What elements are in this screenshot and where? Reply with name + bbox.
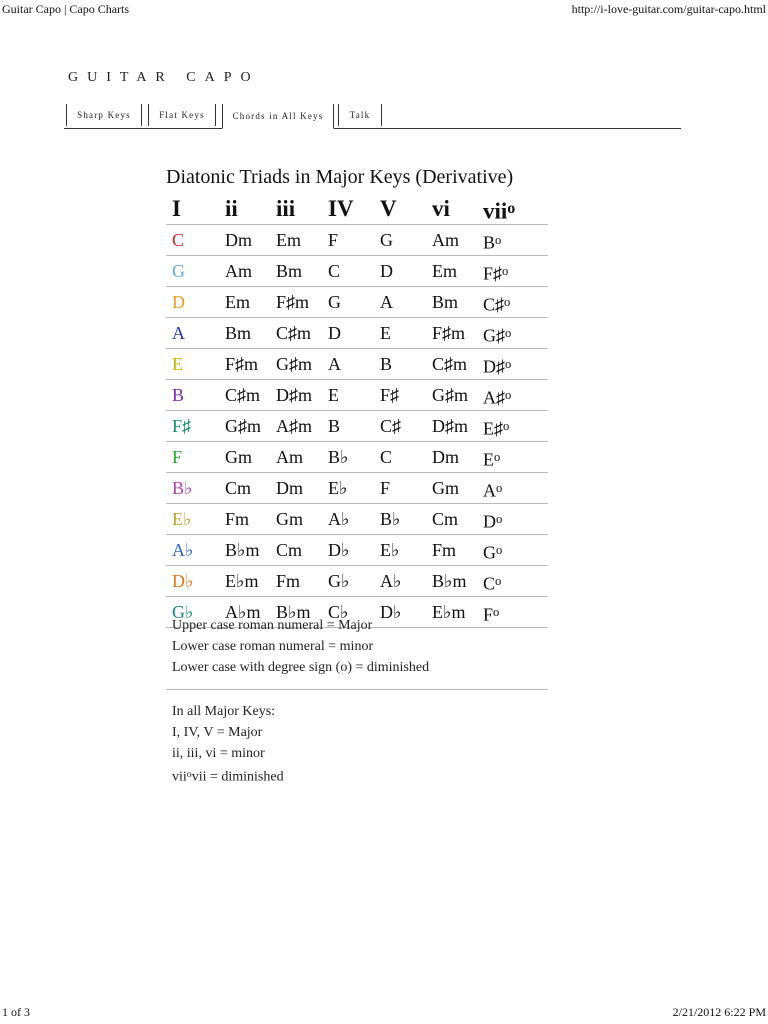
chord-cell: A♭ xyxy=(380,571,402,591)
header-cell: iii xyxy=(276,196,296,221)
summary-line: vii$^o$vii = diminished xyxy=(172,769,284,785)
key-cell: E♭ xyxy=(172,509,192,529)
chord-root: E xyxy=(483,449,494,470)
chord-cell: G♯m xyxy=(432,385,468,405)
key-cell: C xyxy=(172,230,185,250)
degree-sign: o xyxy=(186,769,192,780)
chord-root: A xyxy=(483,480,496,501)
key-row xyxy=(166,318,548,349)
chord-cell: Em xyxy=(225,292,250,312)
degree-sign: o xyxy=(495,574,502,588)
chord-cell xyxy=(483,287,510,319)
chord-cell xyxy=(483,411,509,443)
legend-line: Lower case with degree sign (o) = diminished xyxy=(172,660,430,675)
chord-cell: Am xyxy=(276,447,303,467)
degree-sign: o xyxy=(494,450,501,464)
key-row xyxy=(166,504,548,535)
chord-cell: E♭ xyxy=(380,540,400,560)
chord-cell: B♭ xyxy=(380,509,401,529)
chord-cell: C♯m xyxy=(432,354,468,374)
chord-cell: Fm xyxy=(276,571,301,591)
header-row xyxy=(166,194,548,225)
chord-root: E♯ xyxy=(483,418,503,439)
chord-cell xyxy=(483,597,499,629)
chord-cell: A♭ xyxy=(328,509,350,529)
degree-sign: o xyxy=(505,357,512,371)
key-cell: F♯ xyxy=(172,416,192,436)
triads-chart xyxy=(166,160,548,628)
key-row xyxy=(166,256,548,287)
chord-cell: Dm xyxy=(276,478,303,498)
chart-title: Diatonic Triads in Major Keys (Derivative) xyxy=(166,166,514,188)
chord-cell xyxy=(483,566,501,598)
chord-cell: Gm xyxy=(276,509,303,529)
chord-cell: E♭m xyxy=(225,571,259,591)
chord-cell: C♭ xyxy=(328,602,349,622)
chord-root: D xyxy=(483,511,496,532)
legend xyxy=(172,615,429,678)
key-cell: B xyxy=(172,385,185,405)
chord-cell: C♯m xyxy=(225,385,261,405)
header-cell: V xyxy=(380,196,397,221)
chord-cell: Am xyxy=(432,230,459,250)
legend-line: Upper case roman numeral = Major xyxy=(172,618,373,633)
chord-cell: E♭ xyxy=(328,478,348,498)
tab-talk[interactable]: Talk xyxy=(338,104,382,126)
degree-sign: o xyxy=(503,419,510,433)
chord-cell: G xyxy=(380,230,393,250)
key-row xyxy=(166,349,548,380)
chord-root: G♯ xyxy=(483,325,505,346)
chord-cell: C♯m xyxy=(276,323,312,343)
nav-tabs xyxy=(64,104,681,129)
print-footer-page: 1 of 3 xyxy=(2,1005,30,1019)
degree-sign: o xyxy=(504,295,511,309)
chord-cell xyxy=(483,225,501,257)
chord-rows xyxy=(166,225,548,628)
chord-cell: Dm xyxy=(432,447,459,467)
degree-sign: o xyxy=(507,200,516,217)
chord-cell xyxy=(483,535,502,567)
key-row xyxy=(166,411,548,442)
key-row xyxy=(166,225,548,256)
chord-cell xyxy=(483,380,511,412)
key-cell: G xyxy=(172,261,185,281)
key-cell: G♭ xyxy=(172,602,194,622)
site-title: GUITAR CAPO xyxy=(68,70,260,85)
key-row xyxy=(166,442,548,473)
key-cell: E xyxy=(172,354,183,374)
chord-cell xyxy=(483,504,502,536)
chord-root: F xyxy=(483,604,494,625)
tab-sharp-keys[interactable]: Sharp Keys xyxy=(66,104,142,126)
degree-sign: o xyxy=(496,481,503,495)
chord-cell: Dm xyxy=(225,230,252,250)
chord-cell: Em xyxy=(276,230,301,250)
chord-cell: D♭ xyxy=(328,540,350,560)
chord-cell: F♯m xyxy=(276,292,310,312)
chord-cell: B♭m xyxy=(432,571,467,591)
key-cell: A xyxy=(172,323,185,343)
key-row xyxy=(166,380,548,411)
key-cell: D xyxy=(172,292,185,312)
chord-cell: A xyxy=(328,354,341,374)
chord-cell: Cm xyxy=(276,540,303,560)
chord-cell xyxy=(483,442,500,474)
degree-sign: o xyxy=(505,326,512,340)
degree-sign: o xyxy=(495,233,502,247)
degree-sign: o xyxy=(505,388,512,402)
chord-cell: E xyxy=(380,323,391,343)
chord-root: G xyxy=(483,542,496,563)
chord-cell: B♭m xyxy=(225,540,260,560)
chord-cell: F xyxy=(328,230,339,250)
chord-root: C♯ xyxy=(483,294,505,315)
chord-cell: F♯ xyxy=(380,385,400,405)
chord-cell: E♭m xyxy=(432,602,466,622)
chord-cell xyxy=(483,349,511,381)
chord-cell: D♯m xyxy=(432,416,468,436)
header-vii-label: vii xyxy=(483,198,508,224)
header-cell-vii xyxy=(483,194,515,227)
chord-cell: D xyxy=(380,261,393,281)
tab-flat-keys[interactable]: Flat Keys xyxy=(148,104,216,126)
chord-cell: Bm xyxy=(276,261,303,281)
chord-cell: Gm xyxy=(225,447,252,467)
chord-cell: B xyxy=(380,354,393,374)
summary-vii-text: vii = diminished xyxy=(191,769,284,785)
chord-cell: B♭m xyxy=(276,602,311,622)
key-cell: B♭ xyxy=(172,478,193,498)
header-cell: vi xyxy=(432,196,450,221)
chord-cell xyxy=(483,318,511,350)
divider xyxy=(166,689,548,690)
chord-cell: E xyxy=(328,385,339,405)
chord-cell: G xyxy=(328,292,341,312)
print-footer-date: 2/21/2012 6:22 PM xyxy=(672,1005,766,1019)
chord-cell: D♭ xyxy=(380,602,402,622)
summary-line: ii, iii, vi = minor xyxy=(172,746,265,761)
chord-cell: D xyxy=(328,323,341,343)
key-row xyxy=(166,535,548,566)
chord-cell: Bm xyxy=(225,323,252,343)
chord-cell: Cm xyxy=(432,509,459,529)
chord-cell: Fm xyxy=(432,540,457,560)
summary xyxy=(172,701,284,787)
chord-cell: A xyxy=(380,292,393,312)
chord-root: C xyxy=(483,573,496,594)
chord-cell: G♯m xyxy=(225,416,261,436)
chord-cell: Cm xyxy=(225,478,252,498)
chord-cell: G♭ xyxy=(328,571,350,591)
summary-line: I, IV, V = Major xyxy=(172,725,263,740)
chord-cell: A♯m xyxy=(276,416,312,436)
legend-line: Lower case roman numeral = minor xyxy=(172,639,374,654)
key-cell: D♭ xyxy=(172,571,194,591)
key-row xyxy=(166,287,548,318)
summary-line: In all Major Keys: xyxy=(172,704,276,719)
degree-sign: o xyxy=(496,512,503,526)
chord-cell: Am xyxy=(225,261,252,281)
chord-cell: Gm xyxy=(432,478,459,498)
degree-sign: o xyxy=(493,605,500,619)
print-header-title: Guitar Capo | Capo Charts xyxy=(2,2,130,16)
chord-cell: Em xyxy=(432,261,457,281)
chord-cell: A♭m xyxy=(225,602,261,622)
chord-cell: C xyxy=(328,261,341,281)
chord-cell: Bm xyxy=(432,292,459,312)
chord-cell xyxy=(483,256,508,288)
print-header-url: http://i-love-guitar.com/guitar-capo.html xyxy=(571,2,766,16)
chord-cell: D♯m xyxy=(276,385,312,405)
degree-sign: o xyxy=(496,543,503,557)
chord-cell: G♯m xyxy=(276,354,312,374)
header-cell: I xyxy=(172,196,181,221)
key-cell: F xyxy=(172,447,183,467)
chord-root: D♯ xyxy=(483,356,505,377)
chord-cell: B♭ xyxy=(328,447,349,467)
header-cell: ii xyxy=(225,196,238,221)
chord-cell: B xyxy=(328,416,341,436)
chord-root: A♯ xyxy=(483,387,505,408)
tab-chords-in-all-keys[interactable]: Chords in All Keys xyxy=(222,104,334,129)
chord-cell: F xyxy=(380,478,391,498)
chord-root: B xyxy=(483,232,496,253)
key-cell: A♭ xyxy=(172,540,194,560)
chord-cell: C♯ xyxy=(380,416,402,436)
header-cell: IV xyxy=(328,196,354,221)
chord-cell xyxy=(483,473,502,505)
chord-cell: F♯m xyxy=(225,354,259,374)
chord-root: F♯ xyxy=(483,263,503,284)
chord-cell: C xyxy=(380,447,393,467)
key-row xyxy=(166,473,548,504)
key-row xyxy=(166,566,548,597)
chord-cell: F♯m xyxy=(432,323,466,343)
degree-sign: o xyxy=(502,264,509,278)
chord-cell: Fm xyxy=(225,509,250,529)
